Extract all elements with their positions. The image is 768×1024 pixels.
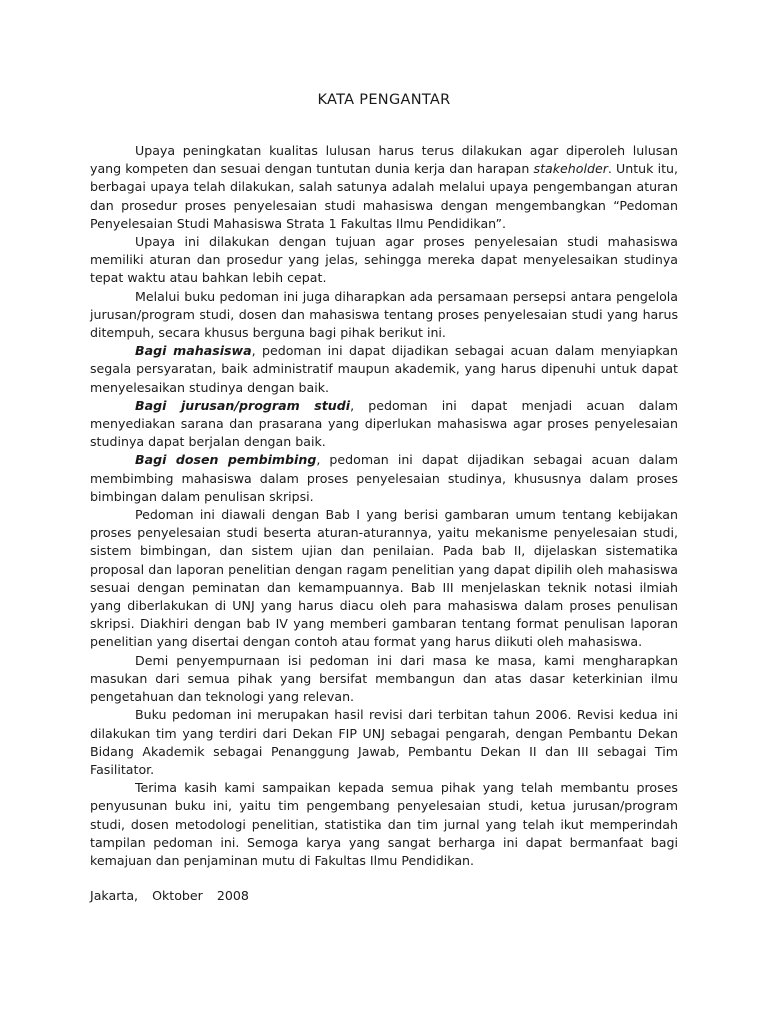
document-body xyxy=(90,142,678,870)
paragraph-7: Pedoman ini diawali dengan Bab I yang berisi gambaran umum tentang kebijakan proses penyelesaian studi beserta aturan-aturannya, yaitu mekanisme penyelesaian studi, sistem bimbingan, dan sistem ujian dan penilaian. Pada bab II, dijelaskan sistematika proposal dan laporan penelitian dengan ragam penelitian yang dapat dipilih oleh mahasiswa sesuai dengan peminatan dan kemampuannya. Bab III menjelaskan teknik notasi ilmiah yang diberlakukan di UNJ yang harus diacu oleh para mahasiswa dalam proses penulisan skripsi. Diakhiri dengan bab IV yang memberi gambaran tentang format penulisan laporan penelitian yang disertai dengan contoh atau format yang harus diikuti oleh mahasiswa. xyxy=(90,507,678,650)
paragraph-9: Buku pedoman ini merupakan hasil revisi dari terbitan tahun 2006. Revisi kedua ini dilakukan tim yang terdiri dari Dekan FIP UNJ sebagai pengarah, dengan Pembantu Dekan Bidang Akademik sebagai Penanggung Jawab, Pembantu Dekan II dan III sebagai Tim Fasilitator. xyxy=(90,707,678,777)
closing-place-date: Jakarta, Oktober 2008 xyxy=(90,888,249,903)
paragraph-1-text-b: . Untuk itu, berbagai upaya telah dilakukan, salah satunya adalah melalui upaya pengembangan aturan dan prosedur proses penyelesaian studi mahasiswa dengan mengembangkan “Pedoman Penyelesaian Studi Mahasiswa Strata 1 Fakultas Ilmu Pendidikan”. xyxy=(90,161,678,231)
paragraph-10: Terima kasih kami sampaikan kepada semua pihak yang telah membantu proses penyusunan buku ini, yaitu tim pengembang penyelesaian studi, ketua jurusan/program studi, dosen metodologi penelitian, statistika dan tim jurnal yang telah ikut memperindah tampilan pedoman ini. Semoga karya yang sangat berharga ini dapat bermanfaat bagi kemajuan dan penjaminan mutu di Fakultas Ilmu Pendidikan. xyxy=(90,780,678,868)
paragraph-6-text: , pedoman ini dapat dijadikan sebagai acuan dalam membimbing mahasiswa dalam proses penyelesaian studinya, khususnya dalam proses bimbingan dalam penulisan skripsi. xyxy=(90,452,678,504)
paragraph-5 xyxy=(90,397,678,452)
paragraph-4-text: , pedoman ini dapat dijadikan sebagai acuan dalam menyiapkan segala persyaratan, baik administratif maupun akademik, yang harus dipenuhi untuk dapat menyelesaikan studinya dengan baik. xyxy=(90,343,679,395)
paragraph-2: Upaya ini dilakukan dengan tujuan agar proses penyelesaian studi mahasiswa memiliki aturan dan prosedur yang jelas, sehingga mereka dapat menyelesaikan studinya tepat waktu atau bahkan lebih cepat. xyxy=(90,234,678,286)
term-bagi-jurusan: Bagi jurusan/program studi xyxy=(135,397,351,413)
term-bagi-mahasiswa: Bagi mahasiswa xyxy=(135,343,252,359)
paragraph-1 xyxy=(90,142,678,233)
paragraph-4 xyxy=(90,342,678,397)
paragraph-3: Melalui buku pedoman ini juga diharapkan ada persamaan persepsi antara pengelola jurusan/program studi, dosen dan mahasiswa tentang proses penyelesaian studi yang harus ditempuh, secara khusus berguna bagi pihak berikut ini. xyxy=(90,288,678,341)
paragraph-8: Demi penyempurnaan isi pedoman ini dari masa ke masa, kami mengharapkan masukan dari semua pihak yang bersifat membangun dan atas dasar keterkinian ilmu pengetahuan dan teknologi yang relevan. xyxy=(90,652,678,705)
paragraph-6 xyxy=(90,451,678,506)
term-bagi-dosen: Bagi dosen pembimbing xyxy=(135,452,317,468)
page-title: KATA PENGANTAR xyxy=(317,92,451,108)
term-stakeholder: stakeholder xyxy=(533,161,608,177)
paragraph-1-text-a: Upaya peningkatan kualitas lulusan harus terus dilakukan agar diperoleh lulusan yang kompeten dan sesuai dengan tuntutan dunia kerja dan harapan xyxy=(90,143,678,177)
paragraph-5-text: , pedoman ini dapat menjadi acuan dalam menyediakan sarana dan prasarana yang diperlukan mahasiswa agar proses penyelesaian studinya dapat berjalan dengan baik. xyxy=(90,397,678,450)
